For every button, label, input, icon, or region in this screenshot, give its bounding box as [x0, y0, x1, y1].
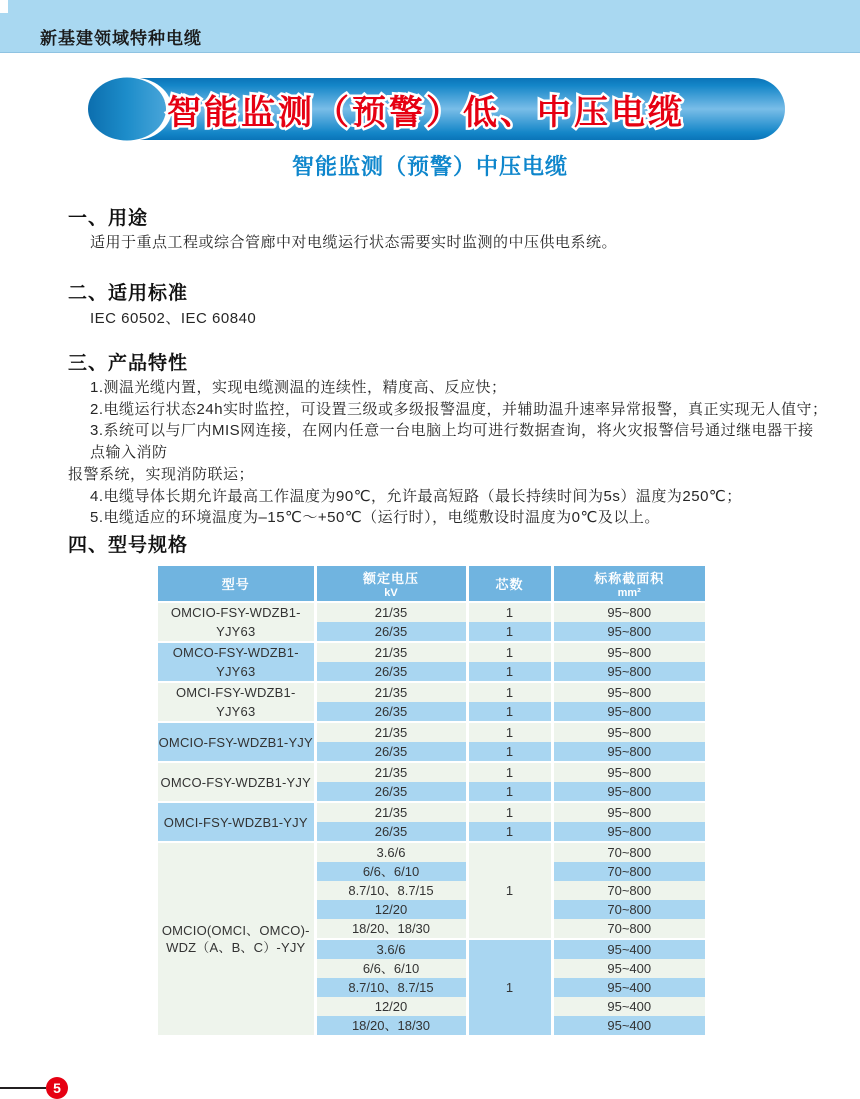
area-cell: 70~800 — [552, 862, 705, 881]
area-cell: 95~800 — [552, 782, 705, 802]
area-cell: 95~400 — [552, 939, 705, 959]
section-heading-models: 四、型号规格 — [68, 535, 189, 556]
voltage-cell: 3.6/6 — [315, 842, 467, 862]
voltage-cell: 26/35 — [315, 742, 467, 762]
voltage-cell: 21/35 — [315, 682, 467, 702]
voltage-cell: 26/35 — [315, 782, 467, 802]
area-cell: 95~400 — [552, 959, 705, 978]
cores-cell: 1 — [467, 602, 552, 622]
feature-line: 5.电缆适应的环境温度为–15℃～+50℃（运行时），电缆敷设时温度为0℃及以上。 — [90, 509, 660, 527]
area-cell: 95~800 — [552, 762, 705, 782]
table-row — [158, 642, 705, 662]
area-cell: 95~400 — [552, 978, 705, 997]
table-row — [158, 722, 705, 742]
voltage-cell: 26/35 — [315, 822, 467, 842]
header-band-title: 新基建领域特种电缆 — [40, 29, 202, 48]
area-cell: 95~400 — [552, 997, 705, 1016]
table-row — [158, 802, 705, 822]
banner-title: 智能监测（预警）低、中压电缆 — [167, 93, 685, 132]
area-cell: 95~400 — [552, 1016, 705, 1035]
voltage-cell: 8.7/10、8.7/15 — [315, 978, 467, 997]
cores-cell: 1 — [467, 702, 552, 722]
model-cell: OMCO-FSY-WDZB1-YJY — [158, 762, 315, 802]
table-row — [158, 682, 705, 702]
table-row — [158, 602, 705, 622]
voltage-cell: 12/20 — [315, 997, 467, 1016]
table-row — [158, 762, 705, 782]
cores-cell: 1 — [467, 802, 552, 822]
cores-cell: 1 — [467, 722, 552, 742]
cores-cell: 1 — [467, 662, 552, 682]
column-header: 标称截面积 mm² — [552, 566, 705, 602]
cores-cell: 1 — [467, 782, 552, 802]
voltage-cell: 18/20、18/30 — [315, 1016, 467, 1035]
standards-paragraph: IEC 60502、IEC 60840 — [90, 310, 257, 327]
voltage-cell: 21/35 — [315, 722, 467, 742]
area-cell: 95~800 — [552, 642, 705, 662]
cores-cell: 1 — [467, 822, 552, 842]
area-cell: 95~800 — [552, 682, 705, 702]
area-cell: 95~800 — [552, 622, 705, 642]
area-cell: 70~800 — [552, 842, 705, 862]
cores-cell: 1 — [467, 642, 552, 662]
voltage-cell: 6/6、6/10 — [315, 959, 467, 978]
voltage-cell: 26/35 — [315, 622, 467, 642]
feature-line: 3.系统可以与厂内MIS网连接，在网内任意一台电脑上均可进行数据查询，将火灾报警信号通过继电器干接点输入消防 — [90, 422, 814, 462]
area-cell: 95~800 — [552, 602, 705, 622]
table-row — [158, 842, 705, 862]
column-header: 芯数 — [467, 566, 552, 602]
voltage-cell: 6/6、6/10 — [315, 862, 467, 881]
model-cell: OMCO-FSY-WDZB1-YJY63 — [158, 642, 315, 682]
spec-table — [158, 566, 705, 1035]
spec-table-header-row — [158, 566, 705, 602]
page-header-band — [0, 0, 860, 53]
cores-cell: 1 — [467, 742, 552, 762]
feature-line: 2.电缆运行状态24h实时监控，可设置三级或多级报警温度，并辅助温升速率异常报警，真正实现无人值守； — [90, 400, 828, 418]
page-subtitle: 智能监测（预警）中压电缆 — [291, 154, 568, 179]
feature-line: 1.测温光缆内置，实现电缆测温的连续性，精度高、反应快； — [90, 379, 507, 396]
section-heading-features: 三、产品特性 — [68, 353, 189, 374]
voltage-cell: 21/35 — [315, 602, 467, 622]
feature-line: 报警系统，实现消防联运； — [68, 465, 255, 483]
section-heading-standards: 二、适用标准 — [68, 283, 189, 304]
voltage-cell: 8.7/10、8.7/15 — [315, 881, 467, 900]
model-cell: OMCIO-FSY-WDZB1-YJY — [158, 722, 315, 762]
spec-table-body — [158, 602, 705, 1035]
area-cell: 95~800 — [552, 662, 705, 682]
voltage-cell: 18/20、18/30 — [315, 919, 467, 939]
area-cell: 95~800 — [552, 702, 705, 722]
area-cell: 95~800 — [552, 822, 705, 842]
voltage-cell: 21/35 — [315, 762, 467, 782]
cores-cell: 1 — [467, 762, 552, 782]
area-cell: 95~800 — [552, 742, 705, 762]
area-cell: 70~800 — [552, 919, 705, 939]
header-notch — [0, 0, 8, 13]
area-cell: 70~800 — [552, 900, 705, 919]
model-cell: OMCI-FSY-WDZB1-YJY — [158, 802, 315, 842]
page-number-badge: 5 — [46, 1077, 68, 1099]
model-cell: OMCIO-FSY-WDZB1-YJY63 — [158, 602, 315, 642]
section-heading-usage: 一、用途 — [68, 208, 149, 229]
usage-paragraph: 适用于重点工程或综合管廊中对电缆运行状态需要实时监测的中压供电系统。 — [90, 234, 618, 251]
voltage-cell: 12/20 — [315, 900, 467, 919]
column-header: 额定电压 kV — [315, 566, 467, 602]
area-cell: 95~800 — [552, 722, 705, 742]
model-cell: OMCI-FSY-WDZB1-YJY63 — [158, 682, 315, 722]
cores-cell: 1 — [467, 622, 552, 642]
voltage-cell: 21/35 — [315, 642, 467, 662]
features-list — [68, 377, 828, 529]
voltage-cell: 26/35 — [315, 662, 467, 682]
cores-cell: 1 — [467, 842, 552, 939]
feature-line: 4.电缆导体长期允许最高工作温度为90℃，允许最高短路（最长持续时间为5s）温度为250℃； — [90, 487, 742, 505]
voltage-cell: 26/35 — [315, 702, 467, 722]
banner — [66, 77, 786, 141]
cores-cell: 1 — [467, 682, 552, 702]
cores-cell: 1 — [467, 939, 552, 1035]
model-cell: OMCIO(OMCI、OMCO)- WDZ（A、B、C）-YJY — [158, 842, 315, 1035]
footer-line — [0, 1087, 46, 1089]
area-cell: 70~800 — [552, 881, 705, 900]
voltage-cell: 21/35 — [315, 802, 467, 822]
column-header: 型号 — [158, 566, 315, 602]
voltage-cell: 3.6/6 — [315, 939, 467, 959]
area-cell: 95~800 — [552, 802, 705, 822]
